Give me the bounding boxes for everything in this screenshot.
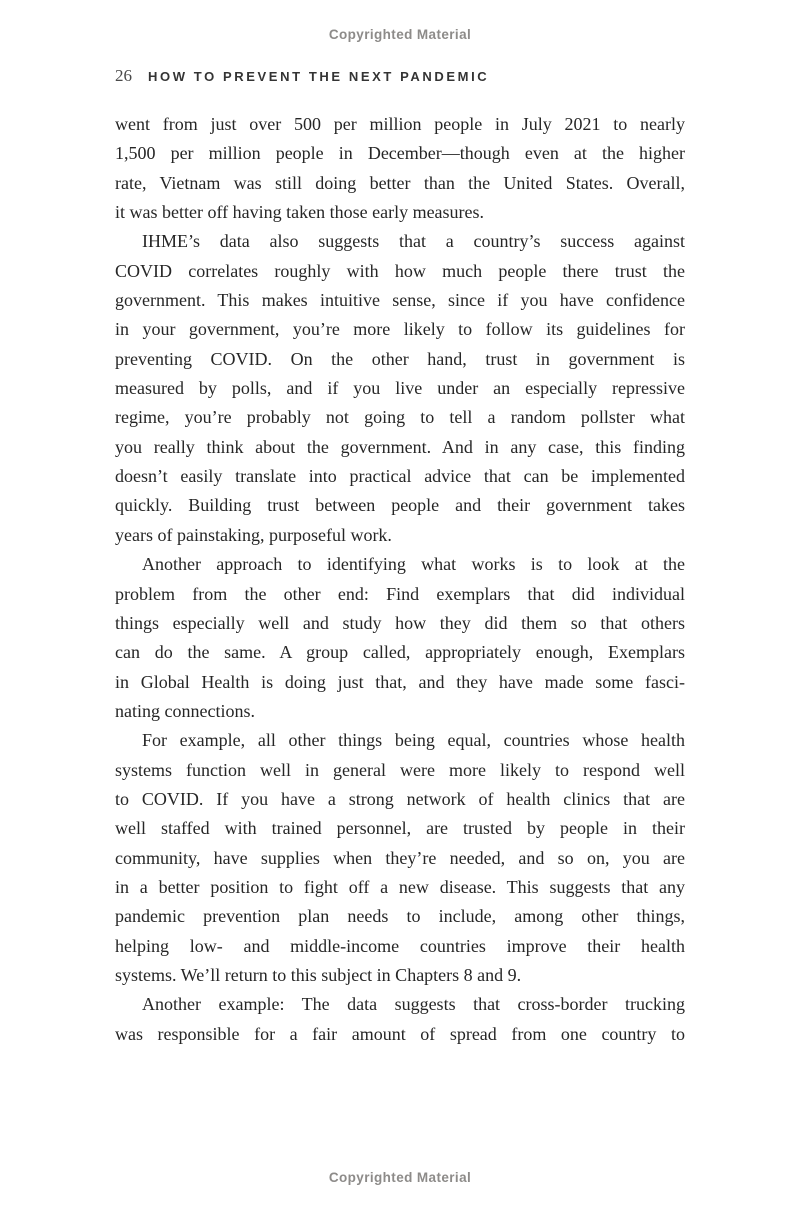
body-line: systems. We’ll return to this subject in Chapters 8 and 9.: [115, 964, 522, 985]
body-line: COVID correlates roughly with how much people there trust the: [115, 260, 685, 281]
body-line: community, have supplies when they’re needed, and so on, you are: [115, 847, 685, 868]
body-line: you really think about the government. And in any case, this finding: [115, 436, 685, 457]
body-line: can do the same. A group called, appropriately enough, Exemplars: [115, 642, 685, 663]
body-line: Another example: The data suggests that cross-border trucking: [142, 994, 685, 1015]
body-line: nating connections.: [115, 700, 255, 721]
body-line: well staffed with trained personnel, are trusted by people in their: [115, 818, 685, 839]
body-line: in Global Health is doing just that, and they have made some fasci-: [115, 671, 685, 692]
body-line: rate, Vietnam was still doing better than the United States. Overall,: [115, 172, 685, 193]
body-line: years of painstaking, purposeful work.: [115, 524, 392, 545]
body-line: preventing COVID. On the other hand, trust in government is: [115, 348, 685, 369]
running-header: [115, 66, 685, 86]
body-line: problem from the other end: Find exemplars that did individual: [115, 583, 685, 604]
body-line: regime, you’re probably not going to tell a random pollster what: [115, 407, 685, 428]
body-line: pandemic prevention plan needs to include, among other things,: [115, 906, 685, 927]
page-number: 26: [115, 66, 132, 85]
body-line: IHME’s data also suggests that a country’s success against: [142, 231, 685, 252]
body-line: systems function well in general were more likely to respond well: [115, 759, 685, 780]
body-line: Another approach to identifying what works is to look at the: [142, 554, 685, 575]
body-text: [115, 110, 685, 1049]
body-line: to COVID. If you have a strong network of health clinics that are: [115, 788, 685, 809]
body-line: For example, all other things being equal, countries whose health: [142, 730, 685, 751]
body-line: 1,500 per million people in December—though even at the higher: [115, 143, 685, 164]
copyright-notice-bottom: Copyrighted Material: [328, 1170, 472, 1185]
chapter-running-title: HOW TO PREVENT THE NEXT PANDEMIC: [148, 69, 490, 84]
body-line: went from just over 500 per million people in July 2021 to nearly: [115, 114, 685, 134]
body-line: measured by polls, and if you live under an especially repressive: [115, 378, 685, 399]
body-line: helping low- and middle-income countries improve their health: [115, 935, 685, 956]
body-line: in a better position to fight off a new disease. This suggests that any: [115, 876, 685, 897]
body-line: it was better off having taken those early measures.: [115, 202, 485, 223]
body-line: quickly. Building trust between people and their government takes: [115, 495, 685, 516]
copyright-notice-top: Copyrighted Material: [328, 27, 472, 42]
body-line: in your government, you’re more likely to follow its guidelines for: [115, 319, 685, 340]
body-line: things especially well and study how they did them so that others: [115, 612, 685, 633]
body-line: government. This makes intuitive sense, since if you have confidence: [115, 290, 685, 311]
body-line: was responsible for a fair amount of spread from one country to: [115, 1023, 685, 1044]
body-line: doesn’t easily translate into practical advice that can be implemented: [115, 466, 685, 487]
